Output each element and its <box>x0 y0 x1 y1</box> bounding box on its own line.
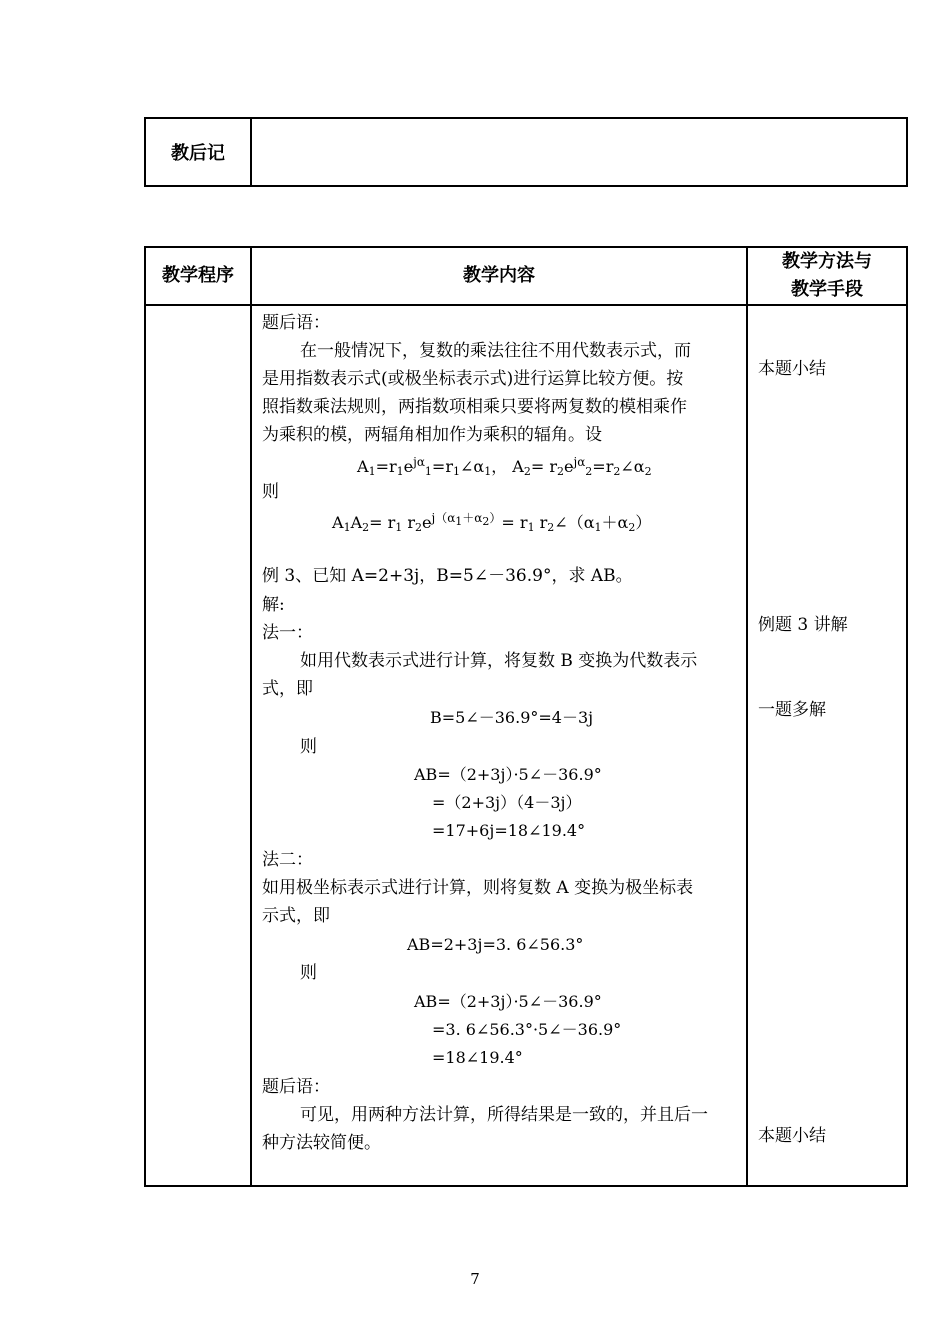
example-3-statement: 例 3、已知 A=2+3j，B=5∠－36.9°，求 AB。 <box>262 566 633 586</box>
header-methods-line1: 教学方法与 <box>782 251 872 272</box>
lesson-plan-table <box>144 246 908 1187</box>
method-1-equation: =17+6j=18∠19.4° <box>432 821 586 840</box>
solution-label: 解: <box>262 595 285 615</box>
method-2-equation: =18∠19.4° <box>432 1048 523 1067</box>
method-note: 例题 3 讲解 <box>758 615 848 635</box>
afterword-line: 可见，用两种方法计算，所得结果是一致的，并且后一 <box>300 1105 708 1125</box>
method-1-text: 如用代数表示式进行计算，将复数 B 变换为代数表示 <box>300 651 698 671</box>
formula-definition: $A_1=r_1e^{j\alpha}_1=r_1\angle\alpha_1$， $A_2=$ $r_2e^{j\alpha}_2=r_2\angle\alpha_2$ <box>357 455 652 478</box>
method-1-label: 法一： <box>262 623 313 643</box>
afterword-title: 题后语： <box>262 313 330 333</box>
method-note: 一题多解 <box>758 700 826 720</box>
then-label: 则 <box>300 963 317 983</box>
afterword-title: 题后语： <box>262 1077 330 1097</box>
method-2-equation: =3. 6∠56.3°·5∠－36.9° <box>432 1020 622 1039</box>
afterword-line: 种方法较简便。 <box>262 1133 381 1153</box>
method-2-text: 示式，即 <box>262 906 330 926</box>
page-number: 7 <box>470 1270 480 1288</box>
method-1-equation: AB=（2+3j）·5∠－36.9° <box>414 765 602 784</box>
post-class-notes-content <box>251 118 907 186</box>
method-1-equation: B=5∠－36.9°=4－3j <box>430 708 594 727</box>
method-note: 本题小结 <box>758 1126 826 1146</box>
method-2-label: 法二： <box>262 850 313 870</box>
afterword-line: 在一般情况下，复数的乘法往往不用代数表示式，而 <box>300 341 691 361</box>
procedure-cell <box>145 305 251 1186</box>
afterword-line: 是用指数表示式(或极坐标表示式)进行运算比较方便。按 <box>262 369 684 389</box>
header-teaching-content: 教学内容 <box>251 247 747 305</box>
afterword-line: 照指数乘法规则，两指数项相乘只要将两复数的模相乘作 <box>262 397 687 417</box>
formula-product: $A_1A_2= r_1$ $r_2e^{j(\alpha_1+\alpha_2)}= r_1$ $r_2\angle(\alpha_1+\alpha_2)$ <box>332 511 652 534</box>
table-body-row <box>145 305 907 1186</box>
method-2-equation: AB=（2+3j）·5∠－36.9° <box>414 992 602 1011</box>
then-label: 则 <box>300 737 317 757</box>
post-class-notes-table <box>144 117 908 187</box>
content-cell <box>251 305 747 1186</box>
table-header-row <box>145 247 907 305</box>
method-1-text: 式，即 <box>262 679 313 699</box>
method-note: 本题小结 <box>758 359 826 379</box>
method-1-equation: =（2+3j）（4－3j） <box>432 793 582 812</box>
method-2-equation: AB=2+3j=3. 6∠56.3° <box>407 935 584 954</box>
post-class-notes-label: 教后记 <box>145 118 251 186</box>
header-teaching-procedure: 教学程序 <box>145 247 251 305</box>
methods-cell <box>747 305 907 1186</box>
method-2-text: 如用极坐标表示式进行计算，则将复数 A 变换为极坐标表 <box>262 878 694 898</box>
then-label: 则 <box>262 482 279 502</box>
header-methods-line2: 教学手段 <box>791 279 863 300</box>
header-teaching-methods <box>747 247 907 305</box>
afterword-line: 为乘积的模，两辐角相加作为乘积的辐角。设 <box>262 425 602 445</box>
